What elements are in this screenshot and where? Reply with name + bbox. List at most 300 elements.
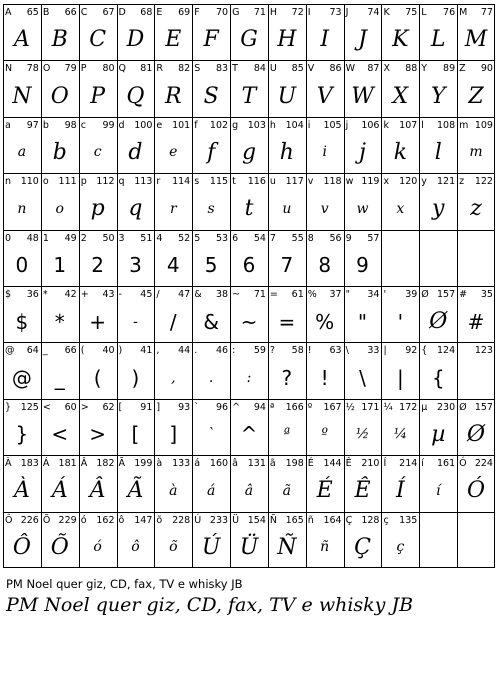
glyph-cell-header: [81, 175, 115, 188]
glyph-char-label: Ô: [5, 514, 13, 526]
glyph-cell: [457, 455, 495, 511]
glyph-char-label: =: [269, 289, 278, 300]
glyph-char-label: À: [5, 458, 12, 470]
glyph-char-label: #: [459, 289, 468, 300]
glyph-char-label: <: [42, 401, 51, 413]
glyph-code-label: 35: [480, 289, 493, 300]
sample-text-plain: PM Noel quer giz, CD, fax, TV e whisky JB: [6, 577, 243, 591]
glyph-cell: [192, 342, 230, 398]
glyph-char-label: Ñ: [269, 514, 278, 526]
glyph-cell: [381, 455, 419, 511]
glyph-cell-header: [270, 288, 304, 301]
glyph-code-label: 214: [399, 458, 418, 470]
glyph-code-label: 101: [172, 119, 191, 131]
glyph-char-label: G: [232, 7, 240, 18]
grid-line: [419, 4, 420, 568]
glyph-code-label: 122: [474, 176, 493, 188]
glyph-cell-header: [232, 288, 266, 301]
glyph-cell: [41, 342, 79, 398]
glyph-cell-header: [81, 62, 115, 75]
glyph-sample: w: [356, 200, 369, 217]
glyph-cell-header: [421, 175, 455, 188]
glyph-sample: x: [396, 200, 405, 217]
glyph-sample: 3: [129, 253, 142, 278]
glyph-sample: 0: [15, 253, 29, 278]
glyph-cell: [230, 4, 268, 60]
glyph-char-label: 2: [80, 232, 87, 244]
glyph-code-label: 54: [253, 232, 266, 244]
glyph-sample: q: [128, 196, 143, 222]
glyph-char-label: ": [345, 289, 350, 300]
glyph-cell-header: [459, 514, 493, 527]
glyph-cell-header: [156, 232, 190, 245]
glyph-cell-header: [43, 457, 77, 470]
glyph-cell: [79, 286, 117, 342]
glyph-cell-header: [308, 514, 342, 527]
glyph-cell: [117, 117, 155, 173]
glyph-cell-header: [119, 401, 153, 414]
glyph-cell: [3, 4, 41, 60]
glyph-cell: [192, 117, 230, 173]
glyph-cell-header: [81, 119, 115, 132]
glyph-cell-header: [232, 514, 266, 527]
glyph-sample: [381, 246, 419, 285]
glyph-cell-header: [346, 514, 380, 527]
glyph-sample: H: [277, 27, 297, 53]
glyph-code-label: 39: [405, 289, 418, 300]
glyph-sample: Í: [396, 478, 405, 504]
glyph-cell-header: [346, 457, 380, 470]
glyph-sample: b: [52, 139, 67, 165]
glyph-cell-header: [119, 175, 153, 188]
glyph-code-label: 66: [64, 7, 77, 18]
glyph-code-label: 89: [443, 63, 456, 75]
glyph-sample: u: [282, 200, 292, 217]
glyph-code-label: 73: [329, 7, 342, 18]
glyph-cell-header: [308, 457, 342, 470]
glyph-cell-header: [232, 457, 266, 470]
glyph-char-label: 6: [232, 232, 239, 244]
glyph-code-label: 74: [367, 7, 380, 18]
glyph-char-label: Ã: [118, 458, 126, 470]
glyph-cell-header: [156, 119, 190, 132]
glyph-cell-header: [459, 6, 493, 19]
glyph-char-label: _: [42, 345, 48, 357]
glyph-sample: ½: [355, 426, 370, 443]
glyph-char-label: 1: [42, 232, 49, 244]
glyph-cell-header: [194, 514, 228, 527]
glyph-code-label: 85: [291, 63, 304, 75]
glyph-char-label: f: [194, 119, 198, 131]
glyph-char-label: r: [156, 176, 161, 188]
glyph-code-label: 46: [215, 345, 229, 357]
glyph-cell: [306, 512, 344, 568]
glyph-cell: [381, 230, 419, 286]
glyph-code-label: 111: [58, 176, 77, 188]
glyph-cell: [3, 455, 41, 511]
glyph-cell-header: [421, 232, 455, 245]
glyph-cell-header: [194, 175, 228, 188]
glyph-cell-header: [421, 119, 455, 132]
glyph-cell-header: [421, 288, 455, 301]
glyph-cell-header: [5, 6, 39, 19]
glyph-code-label: 71: [253, 289, 266, 300]
glyph-char-label: Á: [42, 458, 50, 470]
glyph-sample: ": [357, 309, 368, 334]
glyph-char-label: y: [421, 176, 427, 188]
glyph-cell-header: [43, 344, 77, 357]
glyph-char-label: L: [421, 7, 427, 18]
glyph-cell: [154, 60, 192, 116]
glyph-code-label: 65: [26, 7, 39, 18]
glyph-sample: Q: [126, 83, 145, 109]
glyph-code-label: 63: [329, 345, 342, 357]
glyph-char-label: %: [307, 289, 317, 300]
glyph-sample: i: [322, 144, 327, 161]
glyph-sample: |: [397, 366, 404, 391]
glyph-cell-header: [383, 232, 417, 245]
glyph-sample: @: [11, 366, 32, 391]
glyph-cell: [381, 4, 419, 60]
glyph-cell-header: [81, 232, 115, 245]
glyph-sample: ¼: [393, 426, 408, 443]
glyph-code-label: 172: [399, 401, 418, 413]
glyph-char-label: K: [383, 7, 390, 18]
glyph-code-label: 116: [247, 176, 266, 188]
glyph-char-label: ó: [80, 514, 87, 526]
glyph-cell-header: [270, 457, 304, 470]
glyph-cell-header: [459, 119, 493, 132]
glyph-cell: [344, 286, 382, 342]
glyph-sample: n: [17, 200, 27, 217]
glyph-cell: [41, 230, 79, 286]
glyph-cell: [117, 173, 155, 229]
glyph-code-label: 230: [437, 401, 456, 413]
glyph-char-label: A: [5, 7, 12, 18]
glyph-cell-header: [81, 401, 115, 414]
glyph-cell-header: [194, 6, 228, 19]
glyph-cell: [117, 399, 155, 455]
glyph-cell-header: [81, 344, 115, 357]
glyph-sample: %: [315, 309, 335, 334]
glyph-cell-header: [459, 344, 493, 357]
grid-line: [344, 4, 345, 568]
glyph-code-label: 97: [26, 119, 39, 131]
glyph-code-label: 117: [285, 176, 304, 188]
glyph-cell: [381, 286, 419, 342]
glyph-char-label: w: [345, 176, 354, 188]
glyph-code-label: 57: [367, 232, 380, 244]
glyph-char-label: O: [42, 63, 51, 75]
glyph-sample: k: [393, 139, 408, 165]
glyph-cell-header: [459, 401, 493, 414]
glyph-code-label: 110: [20, 176, 39, 188]
glyph-cell-header: [43, 232, 77, 245]
glyph-cell: [192, 399, 230, 455]
glyph-cell: [154, 342, 192, 398]
glyph-sample: #: [467, 309, 485, 334]
grid-line: [3, 342, 495, 343]
glyph-code-label: 88: [405, 63, 418, 75]
glyph-sample: X: [392, 83, 409, 109]
glyph-sample: \: [359, 366, 366, 391]
glyph-sample: ô: [131, 539, 140, 556]
glyph-cell: [41, 60, 79, 116]
glyph-sample: M: [464, 27, 488, 53]
glyph-cell: [41, 512, 79, 568]
glyph-cell-header: [383, 288, 417, 301]
glyph-char-label: ô: [118, 514, 125, 526]
glyph-sample: ]: [169, 422, 178, 447]
glyph-code-label: 157: [437, 289, 456, 300]
glyph-char-label: -: [118, 289, 122, 300]
glyph-code-label: 72: [291, 7, 304, 18]
glyph-char-label: Â: [80, 458, 88, 470]
glyph-sample: Z: [468, 83, 484, 109]
glyph-code-label: 40: [102, 345, 115, 357]
glyph-char-label: l: [421, 119, 424, 131]
glyph-sample: $: [15, 309, 29, 334]
glyph-cell-header: [119, 232, 153, 245]
glyph-char-label: o: [42, 176, 49, 188]
glyph-code-label: 224: [474, 458, 493, 470]
glyph-cell-header: [156, 6, 190, 19]
glyph-cell: [230, 230, 268, 286]
glyph-code-label: 92: [405, 345, 418, 357]
glyph-sample: y: [432, 196, 445, 222]
glyph-cell-header: [346, 6, 380, 19]
glyph-cell: [192, 455, 230, 511]
glyph-cell-header: [119, 344, 153, 357]
grid-line: [230, 4, 231, 568]
glyph-cell-header: [5, 175, 39, 188]
glyph-sample: D: [126, 27, 145, 53]
glyph-char-label: s: [194, 176, 200, 188]
glyph-code-label: 60: [64, 401, 77, 413]
glyph-sample: Ü: [239, 534, 259, 560]
glyph-code-label: 59: [253, 345, 266, 357]
glyph-code-label: 147: [134, 514, 153, 526]
glyph-sample: <: [51, 422, 69, 447]
glyph-cell-header: [459, 175, 493, 188]
glyph-code-label: 198: [285, 458, 304, 470]
glyph-char-label: á: [194, 458, 201, 470]
glyph-cell: [419, 286, 457, 342]
glyph-char-label: õ: [156, 514, 163, 526]
glyph-cell-header: [308, 62, 342, 75]
glyph-code-label: 228: [172, 514, 191, 526]
glyph-cell-header: [308, 232, 342, 245]
glyph-sample: (: [93, 366, 102, 391]
glyph-sample: P: [90, 83, 106, 109]
glyph-cell: [419, 512, 457, 568]
glyph-code-label: 83: [215, 63, 229, 75]
glyph-cell: [344, 230, 382, 286]
glyph-code-label: 36: [26, 289, 39, 300]
glyph-char-label: \: [345, 345, 349, 357]
glyph-code-label: 229: [58, 514, 77, 526]
glyph-char-label: (: [80, 345, 85, 357]
grid-line: [3, 60, 495, 61]
grid-line: [268, 4, 269, 568]
glyph-cell: [117, 4, 155, 60]
glyph-cell-header: [5, 62, 39, 75]
glyph-cell-header: [270, 119, 304, 132]
glyph-cell: [381, 117, 419, 173]
glyph-cell-header: [156, 401, 190, 414]
glyph-char-label: S: [194, 63, 201, 75]
glyph-code-label: 154: [247, 514, 266, 526]
glyph-cell: [381, 399, 419, 455]
glyph-cell-header: [421, 457, 455, 470]
glyph-code-label: 167: [323, 401, 342, 413]
glyph-cell-header: [459, 232, 493, 245]
glyph-code-label: 98: [64, 119, 77, 131]
glyph-cell: [79, 455, 117, 511]
glyph-sample: [457, 246, 495, 285]
glyph-cell: [419, 230, 457, 286]
glyph-cell: [117, 342, 155, 398]
glyph-code-label: 114: [172, 176, 191, 188]
glyph-cell: [268, 117, 306, 173]
glyph-char-label: µ: [421, 401, 428, 413]
glyph-char-label: Ø: [421, 289, 429, 300]
glyph-char-label: E: [156, 7, 163, 18]
glyph-cell: [268, 512, 306, 568]
glyph-code-label: 38: [215, 289, 229, 300]
glyph-code-label: 131: [247, 458, 266, 470]
glyph-char-label: .: [194, 345, 198, 357]
glyph-sample: /: [169, 309, 177, 334]
glyph-cell: [268, 60, 306, 116]
grid-line: [381, 4, 382, 568]
glyph-char-label: T: [232, 63, 238, 75]
glyph-cell-header: [383, 62, 417, 75]
glyph-cell-header: [346, 119, 380, 132]
glyph-sample: &: [203, 309, 219, 334]
glyph-char-label: M: [459, 7, 468, 18]
glyph-sample: c: [93, 144, 102, 161]
glyph-cell-header: [156, 62, 190, 75]
glyph-char-label: p: [80, 176, 87, 188]
glyph-sample: m: [469, 144, 483, 161]
glyph-code-label: 75: [405, 7, 418, 18]
glyph-sample: º: [321, 426, 328, 443]
glyph-sample: h: [279, 139, 294, 165]
glyph-cell: [41, 455, 79, 511]
glyph-char-label: |: [383, 345, 387, 357]
glyph-sample: Õ: [50, 534, 69, 560]
glyph-char-label: í: [421, 458, 424, 470]
glyph-cell-header: [43, 401, 77, 414]
glyph-char-label: e: [156, 119, 163, 131]
glyph-cell: [457, 117, 495, 173]
glyph-sample: ?: [281, 366, 293, 391]
glyph-cell: [419, 4, 457, 60]
glyph-char-label: F: [194, 7, 200, 18]
glyph-code-label: 68: [140, 7, 153, 18]
glyph-cell: [381, 60, 419, 116]
glyph-code-label: 42: [64, 289, 77, 300]
glyph-sample: ,: [171, 370, 176, 387]
glyph-sample: 2: [91, 253, 104, 278]
grid-line: [3, 4, 495, 5]
glyph-char-label: x: [383, 176, 390, 188]
glyph-cell-header: [81, 288, 115, 301]
glyph-char-label: Í: [383, 458, 387, 470]
glyph-cell-header: [308, 288, 342, 301]
glyph-cell-header: [43, 119, 77, 132]
glyph-cell-header: [232, 175, 266, 188]
glyph-char-label: ,: [156, 345, 160, 357]
glyph-cell: [306, 455, 344, 511]
glyph-cell: [457, 512, 495, 568]
glyph-cell-header: [346, 344, 380, 357]
glyph-code-label: 79: [64, 63, 77, 75]
glyph-cell-header: [119, 119, 153, 132]
glyph-cell-header: [421, 344, 455, 357]
glyph-char-label: ª: [269, 401, 275, 413]
glyph-char-label: q: [118, 176, 125, 188]
glyph-char-label: ½: [345, 401, 355, 413]
glyph-cell-header: [5, 232, 39, 245]
glyph-cell-header: [81, 514, 115, 527]
glyph-code-label: 105: [323, 119, 342, 131]
glyph-cell-header: [270, 6, 304, 19]
glyph-cell-header: [346, 62, 380, 75]
glyph-sample: t: [244, 196, 254, 222]
glyph-cell: [79, 342, 117, 398]
glyph-code-label: 37: [329, 289, 342, 300]
glyph-code-label: 78: [26, 63, 39, 75]
glyph-code-label: 70: [215, 7, 229, 18]
glyph-cell-header: [421, 6, 455, 19]
glyph-cell: [306, 342, 344, 398]
glyph-sample: Ø: [429, 309, 448, 335]
glyph-cell: [117, 230, 155, 286]
grid-line: [3, 4, 4, 568]
glyph-code-label: 210: [361, 458, 380, 470]
glyph-sample: 6: [242, 253, 256, 278]
glyph-cell-header: [459, 62, 493, 75]
glyph-cell: [154, 173, 192, 229]
glyph-cell-header: [308, 6, 342, 19]
glyph-code-label: 86: [329, 63, 342, 75]
glyph-cell-header: [383, 344, 417, 357]
glyph-cell-header: [5, 401, 39, 414]
glyph-char-label: &: [194, 289, 202, 300]
glyph-cell: [344, 4, 382, 60]
glyph-code-label: 41: [140, 345, 153, 357]
glyph-code-label: 125: [20, 401, 39, 413]
glyph-char-label: k: [383, 119, 389, 131]
glyph-sample: µ: [431, 421, 446, 447]
glyph-cell-header: [383, 6, 417, 19]
glyph-cell-header: [5, 514, 39, 527]
glyph-code-label: 133: [172, 458, 191, 470]
glyph-char-label: 5: [194, 232, 201, 244]
glyph-cell: [117, 286, 155, 342]
glyph-cell: [230, 342, 268, 398]
glyph-sample: v: [320, 200, 329, 217]
glyph-sample: d: [128, 139, 143, 165]
glyph-cell-header: [156, 514, 190, 527]
glyph-char-label: R: [156, 63, 163, 75]
glyph-cell: [41, 173, 79, 229]
glyph-code-label: 112: [96, 176, 115, 188]
glyph-sample: Ñ: [277, 534, 297, 560]
glyph-sample: :: [246, 370, 252, 387]
